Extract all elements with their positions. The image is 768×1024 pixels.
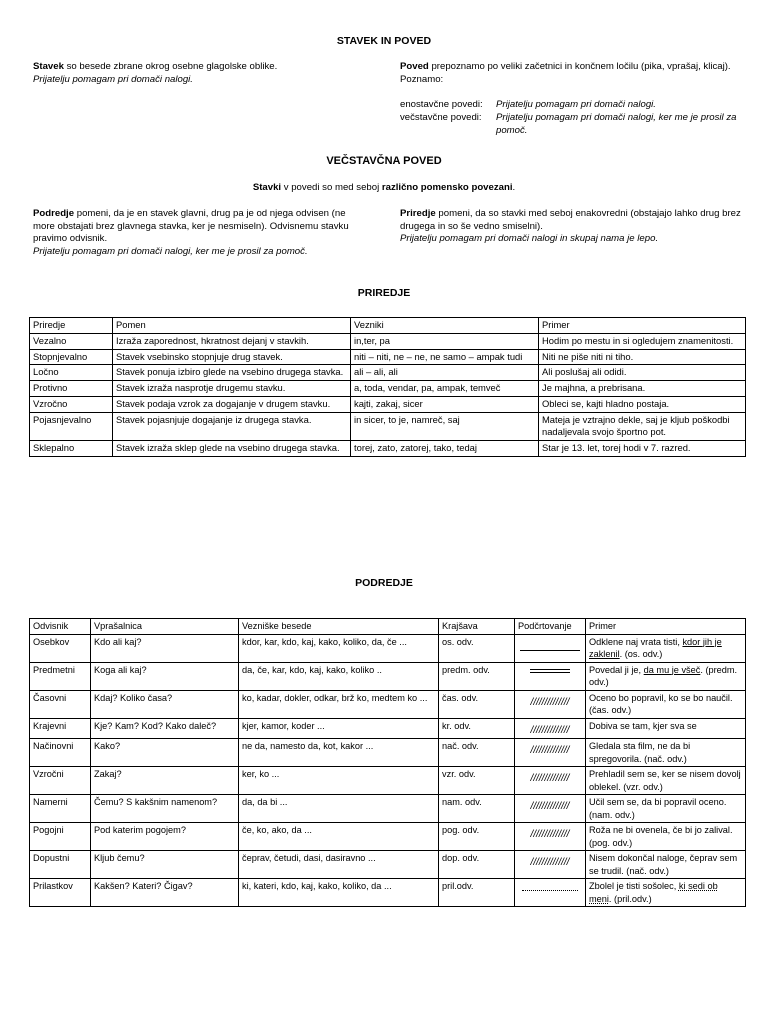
vezniske-besede-cell: čeprav, četudi, dasi, dasiravno ...: [239, 851, 439, 879]
table-row: [30, 396, 746, 412]
table-row: [30, 381, 746, 397]
stavki-end: .: [512, 182, 516, 193]
primer-cell: [586, 879, 746, 907]
podcrtovanje-cell: [515, 879, 586, 907]
enostavcne-line: [400, 99, 745, 112]
table-row: [30, 690, 746, 718]
krajsava-cell: nač. odv.: [439, 739, 515, 767]
primer-cell: [586, 634, 746, 662]
odvisnik-cell: Predmetni: [30, 662, 91, 690]
priredje-example: Prijatelju pomagam pri domači nalogi in skupaj nama je lepo.: [400, 233, 659, 245]
podredje-table: [29, 618, 746, 907]
pomen-cell: Stavek ponuja izbiro glede na vsebino drugega stavka.: [113, 365, 351, 381]
priredje-term: Priredje: [400, 208, 436, 219]
priredje-header-row: [30, 318, 746, 334]
vezniske-besede-cell: ker, ko ...: [239, 767, 439, 795]
vezniki-cell: kajti, zakaj, sicer: [351, 396, 539, 412]
table-row: [30, 441, 746, 457]
primer-cell: [586, 767, 746, 795]
stavki-line: [0, 182, 768, 195]
podcrtovanje-cell: [515, 767, 586, 795]
odvisnik-cell: Krajevni: [30, 718, 91, 739]
vezniki-cell: a, toda, vendar, pa, ampak, temveč: [351, 381, 539, 397]
krajsava-cell: dop. odv.: [439, 851, 515, 879]
podcrtovanje-cell: [515, 634, 586, 662]
podcrtovanje-cell: [515, 739, 586, 767]
odvisnik-cell: Namerni: [30, 795, 91, 823]
krajsava-cell: nam. odv.: [439, 795, 515, 823]
krajsava-cell: vzr. odv.: [439, 767, 515, 795]
header-vprasalnica: Vprašalnica: [91, 619, 239, 635]
podcrtovanje-cell: [515, 718, 586, 739]
stavek-term: Stavek: [33, 61, 64, 72]
podredje-def: pomeni, da je en stavek glavni, drug pa je od njega odvisen (ne more obstajati brez glavnega stavka, ker je nesmiseln). Odvisnemu stavku pravimo odvisnik.: [33, 208, 349, 245]
slash-underline-mark: //////////////: [530, 773, 570, 785]
table-row: [30, 851, 746, 879]
primer-marked-clause: da mu je všeč: [643, 664, 701, 675]
slash-underline-mark: //////////////: [530, 745, 570, 757]
table-row: [30, 365, 746, 381]
header-vezniske-besede: Vezniške besede: [239, 619, 439, 635]
vezniki-cell: niti – niti, ne – ne, ne samo – ampak tudi: [351, 349, 539, 365]
table-row: [30, 349, 746, 365]
title-priredje: PRIREDJE: [357, 287, 411, 299]
priredje-type-cell: Vezalno: [30, 333, 113, 349]
stavki-mid: v povedi so med seboj: [281, 182, 382, 193]
header-primer: Primer: [539, 318, 746, 334]
odvisnik-cell: Dopustni: [30, 851, 91, 879]
vezniske-besede-cell: kjer, kamor, koder ...: [239, 718, 439, 739]
header-odvisnik: Odvisnik: [30, 619, 91, 635]
primer-text: Odklene naj vrata tisti,: [589, 636, 683, 647]
vezniske-besede-cell: da, če, kar, kdo, kaj, kako, koliko ..: [239, 662, 439, 690]
primer-cell: Obleci se, kajti hladno postaja.: [539, 396, 746, 412]
primer-cell: [586, 795, 746, 823]
primer-cell: [586, 690, 746, 718]
header-krajsava: Krajšava: [439, 619, 515, 635]
primer-text: Učil sem se, da bi popravil oceno. (nam. odv.): [589, 797, 727, 820]
poved-definition: [400, 61, 745, 137]
stavek-definition: [33, 61, 363, 86]
header-primer: Primer: [586, 619, 746, 635]
podredje-term: Podredje: [33, 208, 75, 219]
primer-text-end: . (pril.odv.): [608, 893, 652, 904]
vprasalnica-cell: Kdaj? Koliko časa?: [91, 690, 239, 718]
vezniske-besede-cell: ko, kadar, dokler, odkar, brž ko, medtem ko ...: [239, 690, 439, 718]
primer-cell: Je majhna, a prebrisana.: [539, 381, 746, 397]
odvisnik-cell: Vzročni: [30, 767, 91, 795]
vezniki-cell: torej, zato, zatorej, tako, tedaj: [351, 441, 539, 457]
poved-def: prepoznamo po veliki začetnici in končnem ločilu (pika, vprašaj, klicaj). Poznamo:: [400, 61, 731, 85]
primer-text-end: . (predm. odv.): [589, 664, 738, 688]
slash-underline-mark: //////////////: [530, 857, 570, 869]
header-podcrtovanje: Podčrtovanje: [515, 619, 586, 635]
krajsava-cell: čas. odv.: [439, 690, 515, 718]
priredje-type-cell: Stopnjevalno: [30, 349, 113, 365]
priredje-type-cell: Pojasnjevalno: [30, 412, 113, 441]
vezniske-besede-cell: da, da bi ...: [239, 795, 439, 823]
primer-text-end: . (os. odv.): [619, 649, 663, 660]
pomen-cell: Stavek izraža sklep glede na vsebino drugega stavka.: [113, 441, 351, 457]
priredje-intro: [400, 208, 745, 246]
header-priredje: Priredje: [30, 318, 113, 334]
primer-marked-clause: kdor jih je zaklenil: [589, 636, 722, 660]
vprasalnica-cell: Kdo ali kaj?: [91, 634, 239, 662]
title-podredje: PODREDJE: [355, 577, 413, 589]
primer-text: Gledala sta film, ne da bi spregovorila. (nač. odv.): [589, 741, 691, 764]
table-row: [30, 739, 746, 767]
primer-text: Roža ne bi ovenela, če bi jo zalival. (pog. odv.): [589, 825, 733, 848]
vprasalnica-cell: Čemu? S kakšnim namenom?: [91, 795, 239, 823]
table-row: [30, 662, 746, 690]
slash-underline-mark: //////////////: [530, 801, 570, 813]
krajsava-cell: pril.odv.: [439, 879, 515, 907]
podredje-header-row: [30, 619, 746, 635]
table-row: [30, 333, 746, 349]
krajsava-cell: os. odv.: [439, 634, 515, 662]
table-row: [30, 767, 746, 795]
podcrtovanje-cell: [515, 823, 586, 851]
primer-cell: Hodim po mestu in si ogledujem znamenitosti.: [539, 333, 746, 349]
vecstavcne-label: večstavčne povedi:: [400, 111, 482, 123]
priredje-def: pomeni, da so stavki med seboj enakovredni (obstajajo lahko drug brez drugega in so še vedno smiselni).: [400, 208, 741, 232]
vecstavcne-line: [400, 112, 745, 137]
vezniske-besede-cell: ne da, namesto da, kot, kakor ...: [239, 739, 439, 767]
pomen-cell: Stavek vsebinsko stopnjuje drug stavek.: [113, 349, 351, 365]
vezniki-cell: in,ter, pa: [351, 333, 539, 349]
krajsava-cell: predm. odv.: [439, 662, 515, 690]
slash-underline-mark: //////////////: [530, 829, 570, 841]
vezniske-besede-cell: kdor, kar, kdo, kaj, kako, koliko, da, če ...: [239, 634, 439, 662]
primer-cell: [586, 662, 746, 690]
priredje-table: [29, 317, 746, 457]
priredje-type-cell: Sklepalno: [30, 441, 113, 457]
pomen-cell: Stavek izraža nasprotje drugemu stavku.: [113, 381, 351, 397]
vprasalnica-cell: Kakšen? Kateri? Čigav?: [91, 879, 239, 907]
vprasalnica-cell: Zakaj?: [91, 767, 239, 795]
table-row: [30, 879, 746, 907]
primer-text: Nisem dokončal naloge, čeprav sem se trudil. (nač. odv.): [589, 853, 738, 876]
podredje-intro: [33, 208, 363, 259]
odvisnik-cell: Osebkov: [30, 634, 91, 662]
double-underline-mark: [530, 669, 570, 673]
enostavcne-example: Prijatelju pomagam pri domači nalogi.: [496, 99, 656, 111]
table-row: [30, 823, 746, 851]
vprasalnica-cell: Pod katerim pogojem?: [91, 823, 239, 851]
primer-cell: [586, 851, 746, 879]
krajsava-cell: kr. odv.: [439, 718, 515, 739]
stavek-def: so besede zbrane okrog osebne glagolske oblike.: [63, 61, 278, 72]
stavki-term: Stavki: [252, 182, 282, 193]
primer-cell: Mateja je vztrajno dekle, saj je kljub poškodbi nadaljevala svojo športno pot.: [539, 412, 746, 441]
title-stavek-in-poved: STAVEK IN POVED: [336, 35, 432, 47]
vezniske-besede-cell: ki, kateri, kdo, kaj, kako, koliko, da ...: [239, 879, 439, 907]
pomen-cell: Stavek podaja vzrok za dogajanje v drugem stavku.: [113, 396, 351, 412]
slash-underline-mark: //////////////: [530, 696, 570, 708]
primer-cell: [586, 739, 746, 767]
odvisnik-cell: Pogojni: [30, 823, 91, 851]
vprasalnica-cell: Kljub čemu?: [91, 851, 239, 879]
vprasalnica-cell: Kako?: [91, 739, 239, 767]
priredje-type-cell: Protivno: [30, 381, 113, 397]
primer-text: Zbolel je tisti sošolec,: [589, 881, 679, 892]
vezniki-cell: ali – ali, ali: [351, 365, 539, 381]
table-row: [30, 412, 746, 441]
table-row: [30, 718, 746, 739]
primer-text: Dobiva se tam, kjer sva se: [589, 720, 697, 731]
primer-cell: [586, 718, 746, 739]
vecstavcne-example: Prijatelju pomagam pri domači nalogi, ker me je prosil za pomoč.: [496, 111, 737, 136]
pomen-cell: Izraža zaporednost, hkratnost dejanj v stavkih.: [113, 333, 351, 349]
odvisnik-cell: Načinovni: [30, 739, 91, 767]
slash-underline-mark: //////////////: [530, 724, 570, 736]
vezniki-cell: in sicer, to je, namreč, saj: [351, 412, 539, 441]
primer-cell: Ali poslušaj ali odidi.: [539, 365, 746, 381]
header-pomen: Pomen: [113, 318, 351, 334]
odvisnik-cell: Časovni: [30, 690, 91, 718]
title-vecstavcna-poved: VEČSTAVČNA POVED: [326, 155, 442, 167]
primer-cell: [586, 823, 746, 851]
podcrtovanje-cell: [515, 662, 586, 690]
krajsava-cell: pog. odv.: [439, 823, 515, 851]
primer-text: Povedal ji je,: [589, 664, 644, 675]
primer-text: Oceno bo popravil, ko se bo naučil. (čas. odv.): [589, 692, 733, 716]
primer-cell: Niti ne piše niti ni tiho.: [539, 349, 746, 365]
podredje-example: Prijatelju pomagam pri domači nalogi, ker me je prosil za pomoč.: [33, 245, 308, 257]
table-row: [30, 795, 746, 823]
priredje-type-cell: Vzročno: [30, 396, 113, 412]
stavek-example: Prijatelju pomagam pri domači nalogi.: [33, 73, 193, 85]
single-underline-mark: [520, 650, 580, 651]
stavki-bold: različno pomensko povezani: [381, 182, 513, 193]
vprasalnica-cell: Kje? Kam? Kod? Kako daleč?: [91, 718, 239, 739]
primer-marked-clause: ki sedi ob meni: [589, 881, 718, 904]
vezniske-besede-cell: če, ko, ako, da ...: [239, 823, 439, 851]
poved-term: Poved: [400, 61, 429, 72]
podcrtovanje-cell: [515, 795, 586, 823]
odvisnik-cell: Prilastkov: [30, 879, 91, 907]
podcrtovanje-cell: [515, 851, 586, 879]
dotted-underline-mark: [522, 890, 578, 891]
primer-text: Prehladil sem se, ker se nisem dovolj oblekel. (vzr. odv.): [589, 769, 741, 792]
vprasalnica-cell: Koga ali kaj?: [91, 662, 239, 690]
enostavcne-label: enostavčne povedi:: [400, 99, 483, 111]
header-vezniki: Vezniki: [351, 318, 539, 334]
primer-cell: Star je 13. let, torej hodi v 7. razred.: [539, 441, 746, 457]
podcrtovanje-cell: [515, 690, 586, 718]
pomen-cell: Stavek pojasnjuje dogajanje iz drugega stavka.: [113, 412, 351, 441]
table-row: [30, 634, 746, 662]
priredje-type-cell: Ločno: [30, 365, 113, 381]
